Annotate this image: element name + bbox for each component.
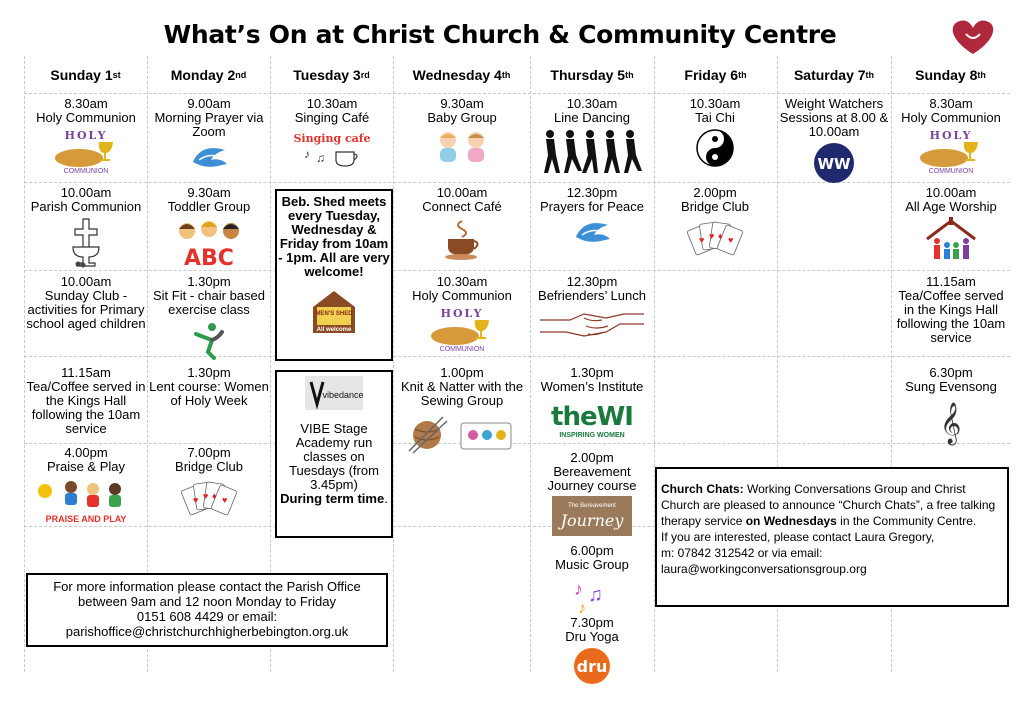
event-cell: 8.30am Holy Communion HOLY COMMUNION	[901, 96, 1001, 175]
svg-text:MEN'S SHED: MEN'S SHED	[315, 311, 353, 317]
svg-text:The Bereavement: The Bereavement	[568, 503, 616, 509]
event-cell: 7.30pm Dru Yoga dru	[530, 616, 654, 685]
abc-children-icon	[173, 217, 245, 269]
svg-text:theWI: theWI	[551, 402, 633, 432]
playing-cards-icon	[685, 217, 745, 259]
event-cell: 9.30am Toddler Group ABC	[167, 185, 251, 271]
vibedance-logo-icon	[305, 376, 363, 410]
event-cell: 8.30am Holy Communion HOLY COMMUNION	[36, 96, 136, 175]
event-cell: 10.30am Tai Chi	[654, 97, 776, 168]
svg-text:♥: ♥	[709, 231, 715, 241]
svg-text:Singing cafe: Singing cafe	[293, 132, 371, 145]
parish-office-info-box: For more information please contact the Parish Office between 9am and 12 noon Monday to Friday 0151 608 4429 or email: parishoffice@christchurchhigherbebington.org.uk	[26, 573, 388, 647]
svg-text:♥: ♥	[203, 491, 209, 501]
event-cell: 12.30pm Prayers for Peace	[530, 186, 654, 249]
event-cell: 11.15am Tea/Coffee served in the Kings Hall following the 10am service	[896, 274, 1006, 345]
svg-text:COMMUNION: COMMUNION	[928, 168, 974, 175]
svg-text:WW: WW	[817, 155, 851, 173]
svg-text:HOLY: HOLY	[440, 307, 484, 320]
event-cell: Weight Watchers Sessions at 8.00 & 10.00am WW	[778, 97, 890, 184]
event-cell: 10.00am All Age Worship	[893, 186, 1009, 265]
event-cell: 9.30am Baby Group	[395, 97, 529, 168]
exercise-figure-icon	[190, 320, 228, 360]
day-header: Sunday 8 th	[915, 66, 986, 83]
event-cell: 1.30pm Sit Fit - chair based exercise class	[149, 275, 269, 360]
event-cell: 12.30pm Befrienders’ Lunch	[530, 275, 654, 342]
svg-text:vibedance: vibedance	[322, 390, 364, 400]
music-notes-icon	[572, 575, 612, 615]
svg-text:ABC: ABC	[184, 246, 234, 271]
svg-text:All welcome: All welcome	[316, 327, 352, 333]
singing-cafe-icon	[292, 128, 372, 168]
day-header: Sunday 1 st	[50, 66, 121, 83]
dove-icon	[572, 217, 612, 249]
day-header: Tuesday 3 rd	[293, 66, 370, 83]
yin-yang-icon	[695, 128, 735, 168]
treble-clef-icon	[936, 397, 966, 444]
vibe-box: vibedance VIBE Stage Academy run classes on Tuesdays (from 3.45pm) During term time.	[275, 370, 393, 538]
wi-logo-icon	[551, 397, 633, 441]
day-header: Thursday 5 th	[550, 66, 634, 83]
church-chats-box: Church Chats: Working Conversations Group and Christ Church are pleased to announce “Church Chats”, a free talking therapy service on Wednesdays in the Community Centre. If you are interested, please contact Laura Gregory, m: 07842 312542 or via email: laura@workingconversationsgroup.org	[655, 467, 1009, 607]
church-family-icon	[923, 217, 979, 265]
dove-icon	[189, 142, 229, 174]
heart-logo-icon	[936, 12, 1010, 62]
svg-text:COMMUNION: COMMUNION	[439, 346, 485, 353]
svg-text:♥: ♥	[222, 495, 228, 505]
event-cell: 4.00pm Praise & Play PRAISE AND PLAY	[26, 446, 146, 525]
bereavement-journey-icon	[552, 496, 632, 536]
svg-text:♫: ♫	[316, 151, 325, 165]
babies-icon	[430, 128, 494, 168]
coffee-cup-icon	[442, 217, 482, 261]
line-dancers-icon	[540, 128, 644, 176]
ww-logo-icon	[813, 142, 855, 184]
event-cell: 6.00pm Music Group ♪ ♫ ♪	[555, 543, 629, 617]
page-title: What’s On at Christ Church & Community Centre	[163, 20, 837, 49]
event-cell: 10.30am Holy Communion HOLY COMMUNION	[412, 274, 512, 353]
event-cell: 2.00pm Bereavement Journey course The Bereavement Journey	[530, 451, 654, 536]
knitting-sewing-icon	[403, 411, 521, 455]
holy-communion-icon	[423, 306, 501, 352]
svg-text:Journey: Journey	[560, 511, 624, 530]
event-cell: 9.00am Morning Prayer via Zoom	[149, 97, 269, 174]
svg-text:PRAISE AND PLAY: PRAISE AND PLAY	[45, 514, 127, 524]
svg-text:dru: dru	[576, 657, 608, 676]
event-cell: 1.30pm Lent course: Women of Holy Week	[149, 365, 269, 408]
day-header: Saturday 7 th	[793, 66, 875, 83]
svg-text:♥: ♥	[699, 235, 705, 245]
playing-cards-icon	[179, 477, 239, 519]
svg-text:♪: ♪	[578, 600, 586, 617]
mens-shed-icon	[311, 287, 357, 335]
mens-shed-box: Beb. Shed meets every Tuesday, Wednesday & Friday from 10am - 1pm. All are very welcome! MEN'S SHED All welcome	[275, 189, 393, 361]
event-cell: 10.30am Singing Café Singing cafe ♪ ♫	[272, 97, 392, 168]
event-cell: 10.30am Line Dancing	[530, 97, 654, 176]
svg-text:♥: ♥	[728, 235, 734, 245]
event-cell: 7.00pm Bridge Club ♥ ♥ ♦ ♥	[149, 446, 269, 519]
event-cell: 10.00am Parish Communion	[26, 186, 146, 269]
event-cell: 1.30pm Women’s Institute theWI INSPIRING WOMEN	[540, 365, 644, 439]
svg-text:♪: ♪	[574, 579, 583, 599]
svg-text:♫: ♫	[588, 584, 603, 606]
event-cell: 1.00pm Knit & Natter with the Sewing Group	[395, 366, 529, 455]
praise-and-play-icon	[33, 477, 139, 525]
day-header: Wednesday 4 th	[412, 66, 511, 83]
svg-text:♪: ♪	[304, 147, 310, 161]
event-cell: 10.00am Connect Café	[395, 186, 529, 261]
svg-text:HOLY: HOLY	[64, 129, 108, 142]
svg-text:♥: ♥	[193, 495, 199, 505]
day-header: Monday 2 nd	[170, 66, 247, 83]
event-cell: 6.30pm Sung Evensong 𝄞	[905, 365, 997, 444]
event-cell: 10.00am Sunday Club - activities for Primary school aged children	[26, 274, 146, 331]
holy-communion-icon	[47, 128, 125, 174]
svg-text:♦: ♦	[718, 231, 723, 241]
svg-text:COMMUNION: COMMUNION	[63, 168, 109, 175]
svg-text:HOLY: HOLY	[929, 129, 973, 142]
day-header: Friday 6 th	[684, 66, 747, 83]
handshake-icon	[536, 306, 648, 342]
svg-text:♦: ♦	[212, 491, 217, 501]
cross-chalice-icon	[69, 217, 103, 269]
svg-text:𝄞: 𝄞	[940, 403, 962, 444]
event-cell: 2.00pm Bridge Club ♥ ♥ ♦ ♥	[654, 186, 776, 259]
dru-logo-icon	[571, 647, 613, 685]
holy-communion-icon	[912, 128, 990, 174]
event-cell: 11.15am Tea/Coffee served in the Kings Hall following the 10am service	[26, 365, 146, 436]
svg-text:INSPIRING WOMEN: INSPIRING WOMEN	[559, 432, 625, 439]
